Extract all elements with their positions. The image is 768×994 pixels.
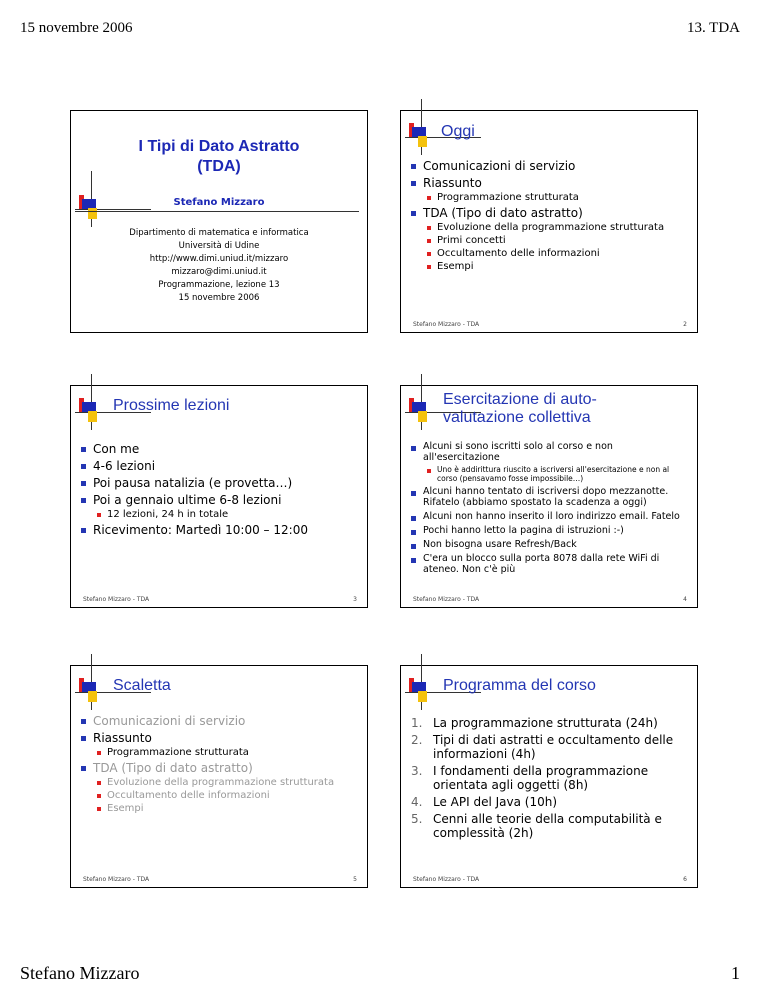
page-header-date: 15 novembre 2006 [20, 20, 133, 36]
list-item: Programmazione strutturata [427, 192, 687, 203]
list-item: C'era un blocco sulla porta 8078 dalla rete WiFi di ateneo. Non c'è più [411, 553, 687, 575]
slide-title: Esercitazione di auto- valutazione collettiva [443, 391, 597, 426]
bullet-list [81, 714, 357, 817]
list-item: Pochi hanno letto la pagina di istruzioni :-) [411, 525, 687, 536]
slide-footer: Stefano Mizzaro - TDA [83, 596, 150, 603]
slide-title: Prossime lezioni [113, 397, 230, 414]
list-item: Poi pausa natalizia (e provetta…) [81, 476, 357, 490]
list-item: 1. La programmazione strutturata (24h) [411, 716, 658, 730]
slide-title: Scaletta [113, 677, 171, 694]
slide-number: 2 [683, 321, 687, 328]
list-item: Alcuni non hanno inserito il loro indirizzo email. Fatelo [411, 511, 687, 522]
slide-author: Stefano Mizzaro [173, 197, 265, 208]
list-item: 5. Cenni alle teorie della computabilità e complessità (2h) [411, 812, 662, 840]
list-item: 2. Tipi di dati astratti e occultamento delle informazioni (4h) [411, 733, 674, 761]
slide-3 [70, 385, 368, 608]
list-item: Poi a gennaio ultime 6-8 lezioni 12 lezioni, 24 h in totale [81, 493, 357, 520]
list-item: 3. I fondamenti della programmazione orientata agli oggetti (8h) [411, 764, 649, 792]
list-item: Uno è addirittura riuscito a iscriversi all'esercitazione e non al corso (pensavamo fosse impossibile…) [427, 465, 687, 483]
bullet-list [411, 159, 687, 275]
list-item: Evoluzione della programmazione strutturata [427, 222, 687, 233]
slide-number: 3 [353, 596, 357, 603]
slide-info: Dipartimento di matematica e informatica Università di Udine http://www.dimi.uniud.it/mizzaro mizzaro@dimi.uniud.it Programmazione, lezione 13 15 novembre 2006 [129, 228, 309, 303]
list-item: Evoluzione della programmazione strutturata [97, 777, 357, 788]
slide-number: 5 [353, 876, 357, 883]
slide-footer: Stefano Mizzaro - TDA [413, 876, 480, 883]
page-footer-number: 1 [731, 963, 740, 983]
slide-number: 4 [683, 596, 687, 603]
slide-title: I Tipi di Dato Astratto (TDA) [138, 138, 300, 175]
list-item: TDA (Tipo di dato astratto) Evoluzione della programmazione strutturata Occultamento delle informazioni Esempi [81, 761, 357, 814]
list-item: Riassunto Programmazione strutturata [411, 176, 687, 203]
list-item: Ricevimento: Martedì 10:00 – 12:00 [81, 523, 357, 537]
slide-number: 6 [683, 876, 687, 883]
slide-5 [70, 665, 368, 888]
bullet-list [411, 441, 687, 578]
list-item: Con me [81, 442, 357, 456]
list-item: 4. Le API del Java (10h) [411, 795, 558, 809]
list-item: Occultamento delle informazioni [97, 790, 357, 801]
page-footer-author: Stefano Mizzaro [20, 963, 140, 983]
slide-footer: Stefano Mizzaro - TDA [413, 596, 480, 603]
list-item: 12 lezioni, 24 h in totale [97, 509, 357, 520]
page-header-lesson: 13. TDA [686, 20, 740, 36]
slide-footer: Stefano Mizzaro - TDA [413, 321, 480, 328]
list-item: Comunicazioni di servizio [81, 714, 357, 728]
slide-2 [400, 110, 698, 333]
slide-title: Oggi [441, 123, 475, 140]
list-item: TDA (Tipo di dato astratto) Evoluzione della programmazione strutturata Primi concetti Occultamento delle informazioni Esempi [411, 206, 687, 272]
slide-footer: Stefano Mizzaro - TDA [83, 876, 150, 883]
list-item: Esempi [427, 261, 687, 272]
divider [75, 211, 359, 212]
list-item: Alcuni si sono iscritti solo al corso e non all'esercitazione Uno è addirittura riuscito a iscriversi all'esercitazione e non al corso (pensavamo fosse impossibile…) [411, 441, 687, 483]
list-item: Non bisogna usare Refresh/Back [411, 539, 687, 550]
bullet-list [81, 442, 357, 540]
list-item: Occultamento delle informazioni [427, 248, 687, 259]
slide-title: Programma del corso [443, 677, 596, 694]
list-item: 4-6 lezioni [81, 459, 357, 473]
list-item: Primi concetti [427, 235, 687, 246]
list-item: Riassunto Programmazione strutturata [81, 731, 357, 758]
slide-1 [70, 110, 368, 333]
list-item: Programmazione strutturata [97, 747, 357, 758]
slide-4 [400, 385, 698, 608]
numbered-list [411, 716, 687, 843]
slide-6 [400, 665, 698, 888]
list-item: Esempi [97, 803, 357, 814]
list-item: Comunicazioni di servizio [411, 159, 687, 173]
list-item: Alcuni hanno tentato di iscriversi dopo mezzanotte. Rifatelo (abbiamo spostato la scadenza a oggi) [411, 486, 687, 508]
